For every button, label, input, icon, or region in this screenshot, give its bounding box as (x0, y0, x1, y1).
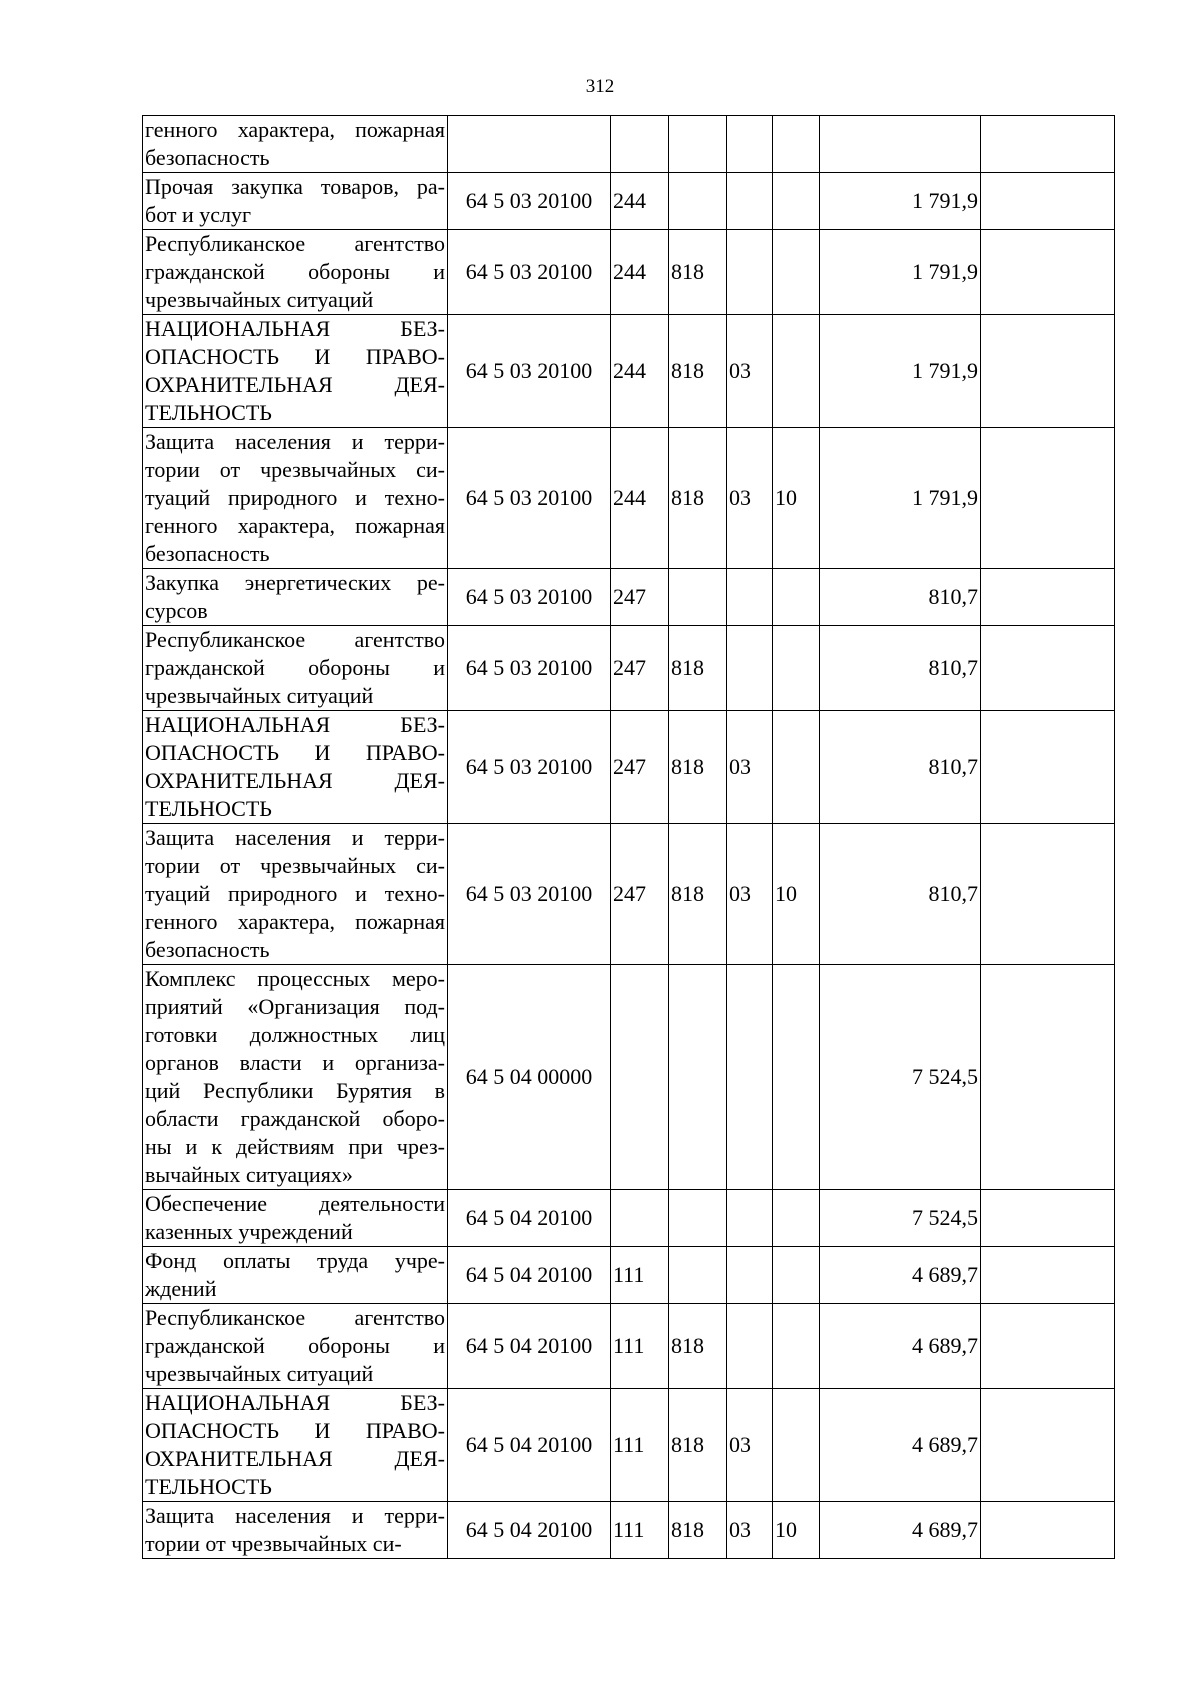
cell-name-line: ОПАСНОСТЬ И ПРАВО- (145, 740, 445, 765)
cell-name-line: безопасность (145, 937, 270, 962)
cell-section: 03 (727, 428, 773, 569)
cell-extra (981, 1502, 1115, 1559)
cell-name (143, 569, 448, 626)
cell-name (143, 824, 448, 965)
cell-expense-type: 111 (611, 1389, 669, 1502)
cell-name (143, 428, 448, 569)
cell-department: 818 (669, 315, 727, 428)
cell-subsection (773, 1247, 820, 1304)
cell-name-line: Закупка энергетических ре- (145, 570, 445, 595)
cell-name (143, 173, 448, 230)
cell-name-line: казенных учреждений (145, 1219, 353, 1244)
table-row (143, 116, 1115, 173)
cell-expense-type: 247 (611, 824, 669, 965)
cell-subsection (773, 1190, 820, 1247)
table-row (143, 965, 1115, 1190)
cell-subsection: 10 (773, 1502, 820, 1559)
cell-name-line: области гражданской оборо- (145, 1106, 445, 1131)
cell-subsection: 10 (773, 824, 820, 965)
page-number: 312 (585, 76, 615, 97)
cell-expense-type: 111 (611, 1247, 669, 1304)
table-row (143, 173, 1115, 230)
cell-section: 03 (727, 711, 773, 824)
cell-section: 03 (727, 824, 773, 965)
table-row (143, 230, 1115, 315)
cell-target-article: 64 5 04 00000 (448, 965, 611, 1190)
table-row (143, 1389, 1115, 1502)
cell-department (669, 1247, 727, 1304)
cell-amount: 4 689,7 (820, 1247, 981, 1304)
cell-expense-type: 244 (611, 315, 669, 428)
cell-name-line: безопасность (145, 145, 270, 170)
cell-extra (981, 1247, 1115, 1304)
cell-target-article: 64 5 04 20100 (448, 1247, 611, 1304)
cell-name (143, 1247, 448, 1304)
cell-subsection (773, 626, 820, 711)
cell-extra (981, 116, 1115, 173)
cell-name (143, 1389, 448, 1502)
cell-amount: 810,7 (820, 569, 981, 626)
cell-name-line: чрезвычайных ситуаций (145, 287, 374, 312)
cell-department (669, 1190, 727, 1247)
cell-name-line: ОПАСНОСТЬ И ПРАВО- (145, 344, 445, 369)
cell-name-line: Республиканское агентство (145, 231, 445, 256)
cell-name-line: НАЦИОНАЛЬНАЯ БЕЗ- (145, 1390, 445, 1415)
cell-target-article: 64 5 03 20100 (448, 428, 611, 569)
table-row (143, 569, 1115, 626)
cell-name-line: генного характера, пожарная (145, 513, 445, 538)
cell-name-line: вычайных ситуациях» (145, 1162, 353, 1187)
cell-name-line: Фонд оплаты труда учре- (145, 1248, 445, 1273)
cell-name-line: Обеспечение деятельности (145, 1191, 445, 1216)
table-row (143, 824, 1115, 965)
cell-extra (981, 230, 1115, 315)
cell-target-article: 64 5 03 20100 (448, 711, 611, 824)
cell-name-line: ТЕЛЬНОСТЬ (145, 1474, 272, 1499)
cell-name-line: ны и к действиям при чрез- (145, 1134, 445, 1159)
cell-expense-type: 111 (611, 1304, 669, 1389)
cell-section (727, 116, 773, 173)
cell-amount: 1 791,9 (820, 315, 981, 428)
table-body (143, 116, 1115, 1559)
cell-amount (820, 116, 981, 173)
cell-subsection (773, 315, 820, 428)
cell-name-line: генного характера, пожарная (145, 909, 445, 934)
cell-section (727, 1247, 773, 1304)
cell-extra (981, 965, 1115, 1190)
cell-amount: 1 791,9 (820, 428, 981, 569)
cell-name-line: ТЕЛЬНОСТЬ (145, 796, 272, 821)
cell-amount: 7 524,5 (820, 965, 981, 1190)
cell-extra (981, 569, 1115, 626)
cell-section (727, 626, 773, 711)
cell-name-line: гражданской обороны и (145, 655, 445, 680)
cell-target-article (448, 116, 611, 173)
table-row (143, 1190, 1115, 1247)
cell-name (143, 230, 448, 315)
cell-amount: 810,7 (820, 626, 981, 711)
cell-name-line: гражданской обороны и (145, 1333, 445, 1358)
cell-name-line: Защита населения и терри- (145, 1503, 445, 1528)
cell-name-line: Комплекс процессных меро- (145, 966, 445, 991)
cell-name-line: приятий «Организация под- (145, 994, 445, 1019)
table-row (143, 626, 1115, 711)
cell-name-line: Прочая закупка товаров, ра- (145, 174, 445, 199)
cell-department (669, 173, 727, 230)
cell-name-line: чрезвычайных ситуаций (145, 683, 374, 708)
cell-name-line: чрезвычайных ситуаций (145, 1361, 374, 1386)
cell-extra (981, 173, 1115, 230)
cell-extra (981, 1190, 1115, 1247)
cell-name-line: туаций природного и техно- (145, 881, 445, 906)
cell-target-article: 64 5 04 20100 (448, 1190, 611, 1247)
cell-subsection (773, 116, 820, 173)
cell-department: 818 (669, 1304, 727, 1389)
cell-amount: 810,7 (820, 824, 981, 965)
cell-subsection (773, 1389, 820, 1502)
cell-name-line: Защита населения и терри- (145, 825, 445, 850)
cell-subsection (773, 173, 820, 230)
cell-target-article: 64 5 03 20100 (448, 824, 611, 965)
cell-name-line: туаций природного и техно- (145, 485, 445, 510)
cell-name-line: ций Республики Бурятия в (145, 1078, 445, 1103)
cell-extra (981, 315, 1115, 428)
cell-department (669, 569, 727, 626)
cell-extra (981, 428, 1115, 569)
cell-name (143, 116, 448, 173)
table-row (143, 1304, 1115, 1389)
cell-target-article: 64 5 04 20100 (448, 1502, 611, 1559)
cell-section (727, 173, 773, 230)
cell-name-line: ОХРАНИТЕЛЬНАЯ ДЕЯ- (145, 768, 445, 793)
cell-section (727, 1304, 773, 1389)
cell-name (143, 1502, 448, 1559)
cell-name-line: органов власти и организа- (145, 1050, 445, 1075)
cell-name-line: Республиканское агентство (145, 1305, 445, 1330)
cell-extra (981, 711, 1115, 824)
cell-department: 818 (669, 626, 727, 711)
table-row (143, 315, 1115, 428)
cell-name (143, 711, 448, 824)
cell-section (727, 230, 773, 315)
cell-department: 818 (669, 1502, 727, 1559)
cell-department: 818 (669, 711, 727, 824)
cell-name-line: ТЕЛЬНОСТЬ (145, 400, 272, 425)
cell-name-line: Защита населения и терри- (145, 429, 445, 454)
cell-amount: 4 689,7 (820, 1304, 981, 1389)
cell-department: 818 (669, 1389, 727, 1502)
cell-name-line: бот и услуг (145, 202, 252, 227)
cell-name-line: тории от чрезвычайных си- (145, 853, 445, 878)
cell-target-article: 64 5 04 20100 (448, 1389, 611, 1502)
cell-amount: 7 524,5 (820, 1190, 981, 1247)
cell-target-article: 64 5 03 20100 (448, 626, 611, 711)
cell-name-line: НАЦИОНАЛЬНАЯ БЕЗ- (145, 316, 445, 341)
cell-amount: 810,7 (820, 711, 981, 824)
cell-expense-type (611, 1190, 669, 1247)
cell-section (727, 569, 773, 626)
cell-name-line: ОПАСНОСТЬ И ПРАВО- (145, 1418, 445, 1443)
cell-amount: 4 689,7 (820, 1502, 981, 1559)
cell-extra (981, 824, 1115, 965)
cell-name-line: ОХРАНИТЕЛЬНАЯ ДЕЯ- (145, 1446, 445, 1471)
table-row (143, 711, 1115, 824)
cell-target-article: 64 5 04 20100 (448, 1304, 611, 1389)
cell-department (669, 116, 727, 173)
cell-section (727, 1190, 773, 1247)
cell-section: 03 (727, 315, 773, 428)
cell-section (727, 965, 773, 1190)
cell-expense-type (611, 116, 669, 173)
cell-department: 818 (669, 824, 727, 965)
cell-name-line: НАЦИОНАЛЬНАЯ БЕЗ- (145, 712, 445, 737)
cell-name-line: Республиканское агентство (145, 627, 445, 652)
cell-expense-type: 247 (611, 569, 669, 626)
table-row (143, 1247, 1115, 1304)
cell-name-line: безопасность (145, 541, 270, 566)
cell-subsection (773, 569, 820, 626)
cell-extra (981, 1304, 1115, 1389)
cell-amount: 1 791,9 (820, 230, 981, 315)
cell-department (669, 965, 727, 1190)
cell-amount: 4 689,7 (820, 1389, 981, 1502)
cell-target-article: 64 5 03 20100 (448, 569, 611, 626)
cell-name-line: готовки должностных лиц (145, 1022, 445, 1047)
cell-name-line: ждений (145, 1276, 217, 1301)
cell-target-article: 64 5 03 20100 (448, 173, 611, 230)
budget-table (142, 115, 1115, 1559)
cell-subsection (773, 1304, 820, 1389)
cell-name-line: гражданской обороны и (145, 259, 445, 284)
cell-expense-type: 244 (611, 428, 669, 569)
cell-expense-type: 244 (611, 230, 669, 315)
cell-amount: 1 791,9 (820, 173, 981, 230)
cell-expense-type: 247 (611, 626, 669, 711)
cell-expense-type: 111 (611, 1502, 669, 1559)
cell-subsection (773, 230, 820, 315)
cell-name (143, 1190, 448, 1247)
cell-name-line: тории от чрезвычайных си- (145, 457, 445, 482)
cell-name-line: сурсов (145, 598, 208, 623)
cell-extra (981, 1389, 1115, 1502)
table-row (143, 1502, 1115, 1559)
cell-name (143, 965, 448, 1190)
cell-subsection: 10 (773, 428, 820, 569)
cell-expense-type (611, 965, 669, 1190)
cell-target-article: 64 5 03 20100 (448, 315, 611, 428)
cell-name (143, 315, 448, 428)
cell-name (143, 626, 448, 711)
cell-section: 03 (727, 1502, 773, 1559)
cell-subsection (773, 711, 820, 824)
cell-name-line: тории от чрезвычайных си- (145, 1531, 402, 1556)
cell-department: 818 (669, 230, 727, 315)
cell-name (143, 1304, 448, 1389)
cell-department: 818 (669, 428, 727, 569)
table-row (143, 428, 1115, 569)
cell-name-line: ОХРАНИТЕЛЬНАЯ ДЕЯ- (145, 372, 445, 397)
cell-name-line: генного характера, пожарная (145, 117, 445, 142)
cell-expense-type: 247 (611, 711, 669, 824)
cell-target-article: 64 5 03 20100 (448, 230, 611, 315)
cell-expense-type: 244 (611, 173, 669, 230)
cell-section: 03 (727, 1389, 773, 1502)
cell-extra (981, 626, 1115, 711)
cell-subsection (773, 965, 820, 1190)
